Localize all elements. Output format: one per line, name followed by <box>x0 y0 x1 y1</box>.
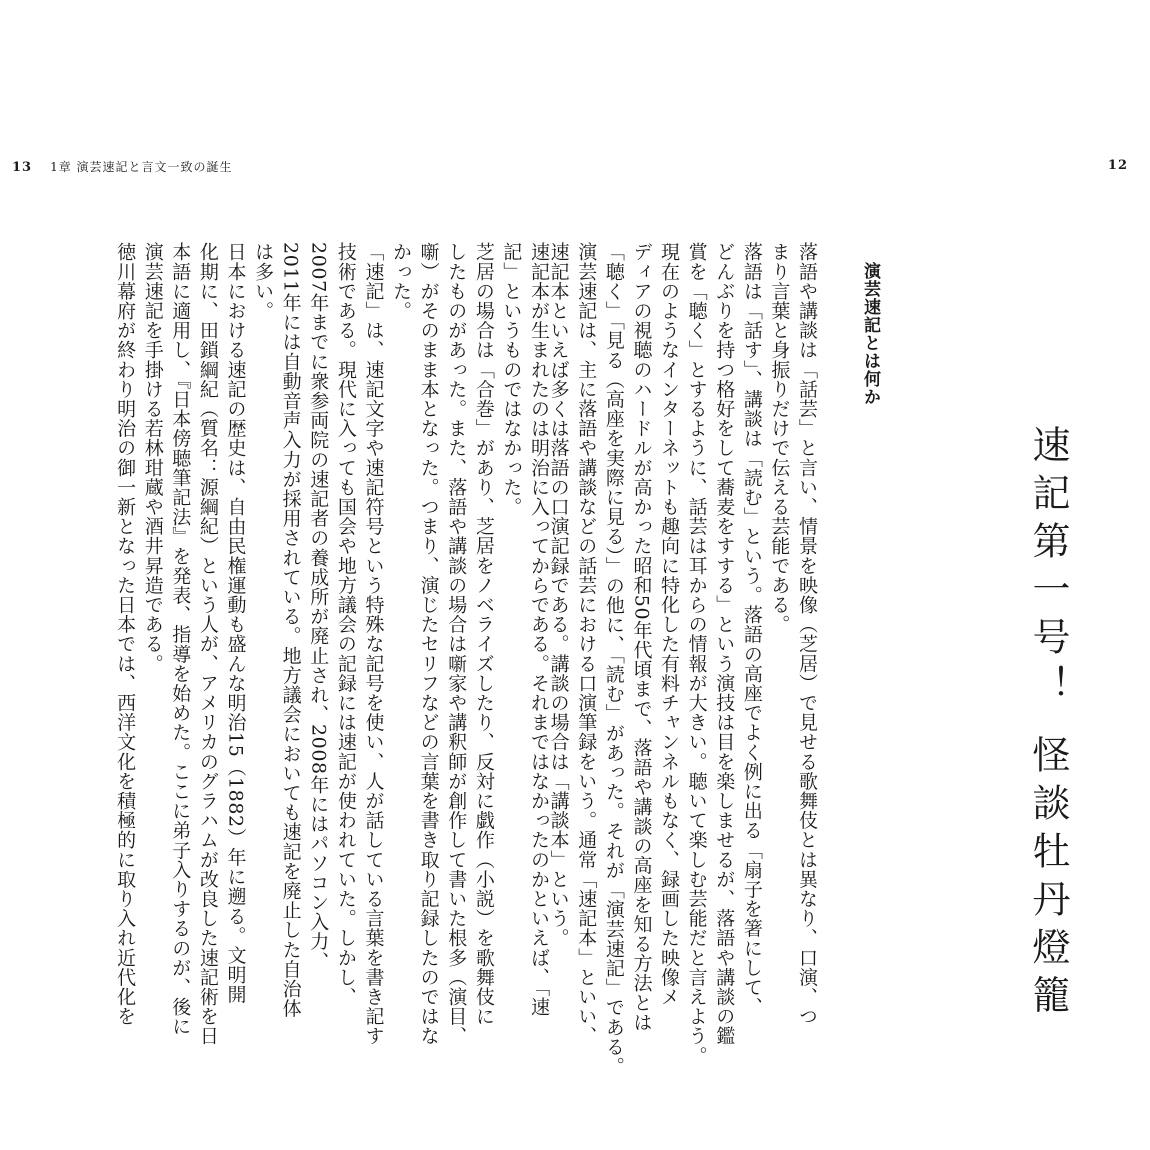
left-page-body <box>111 242 553 1046</box>
text-line: 日本における速記の歴史は、自由民権運動も盛んな明治15（1882）年に遡る。文明開 <box>224 242 247 1005</box>
text-line: 落語は「話す」、講談は「読む」という。落語の高座でよく例に出る「扇子を箸にして、 <box>740 242 763 1017</box>
right-page-body <box>544 242 820 1076</box>
text-line: 速記本が生まれたのは明治に入ってからである。それまではなかったのかといえば、「速 <box>528 242 550 1017</box>
text-line: 2011年には自動音声入力が採用されている。地方議会においても速記を廃止した自治体 <box>279 242 302 1018</box>
text-line: 賞を「聴く」とするように、話芸は耳からの情報が大きい。聴いて楽しむ芸能だと言えよう。 <box>685 242 708 1066</box>
text-line: 演芸速記を手掛ける若林玵蔵や酒井昇造である。 <box>141 242 164 674</box>
text-line: 演芸速記は、主に落語や講談などの話芸における口演筆録をいう。通常「速記本」といい、 <box>575 242 598 1046</box>
text-line: 化期に、田鎖綱紀（質名：源綱紀）という人が、アメリカのグラハムが改良した速記術を日 <box>196 242 219 1046</box>
text-line: かった。 <box>390 242 413 321</box>
left-page-number: 13 <box>12 160 33 175</box>
text-line: 落語や講談は「話芸」と言い、情景を映像（芝居）で見せる歌舞伎とは異なり、口演、つ <box>796 242 818 1026</box>
text-line: 技術である。現代に入っても国会や地方議会の記録には速記が使われていた。しかし、 <box>334 242 357 1007</box>
text-line: 2007年までに衆参両院の速記者の養成所が廃止され、2008年にはパソコン入力、 <box>307 242 330 971</box>
text-line: 徳川幕府が終わり明治の御一新となった日本では、西洋文化を積極的に取り入れ近代化を <box>114 242 137 1026</box>
left-page-header <box>12 158 233 175</box>
text-line: 噺）がそのまま本となった。つまり、演じたセリフなどの言葉を書き取り記録したのではな <box>417 242 440 1046</box>
text-line: 本語に適用し、『日本傍聴筆記法』を発表、指導を始めた。ここに弟子入りするのが、後に <box>169 242 192 1037</box>
text-line: まり言葉と身振りだけで伝える芸能である。 <box>768 242 791 634</box>
text-line: ディアの視聴のハードルが高かった昭和50年代頃まで、落語や講談の高座を知る方法とは <box>630 242 653 1032</box>
text-line: 「速記」は、速記文字や速記符号という特殊な記号を使い、人が話している言葉を書き記す <box>362 242 385 1046</box>
text-line: 「聴く」「見る（高座を実際に見る）」の他に、「読む」があった。それが「演芸速記」である。 <box>602 242 625 1076</box>
text-line: 速記本といえば多くは落語の口演記録である。講談の場合は「講談本」という。 <box>547 242 570 948</box>
running-head: 1章 演芸速記と言文一致の誕生 <box>50 160 233 174</box>
text-line: は多い。 <box>252 242 275 321</box>
text-line: 記」というものではなかった。 <box>500 242 523 517</box>
section-heading: 演芸速記とは何か <box>860 262 880 406</box>
text-line: 現在のようなインターネットも趣向に特化した有料チャンネルもなく、録画した映像メ <box>658 242 681 1007</box>
text-line: 芝居の場合は「合巻」があり、芝居をノベライズしたり、反対に戯作（小説）を歌舞伎に <box>472 242 495 1026</box>
text-line: どんぶりを持つ格好をして蕎麦をすする」という演技は目を楽しませるが、落語や講談の鑑 <box>713 242 736 1046</box>
text-line: したものがあった。また、落語や講談の場合は噺家や講釈師が創作して書いた根多（演目、 <box>445 242 468 1046</box>
chapter-title: 速記第一号！ 怪談牡丹燈籠 <box>1026 425 1070 1024</box>
right-page-number: 12 <box>1107 158 1128 173</box>
